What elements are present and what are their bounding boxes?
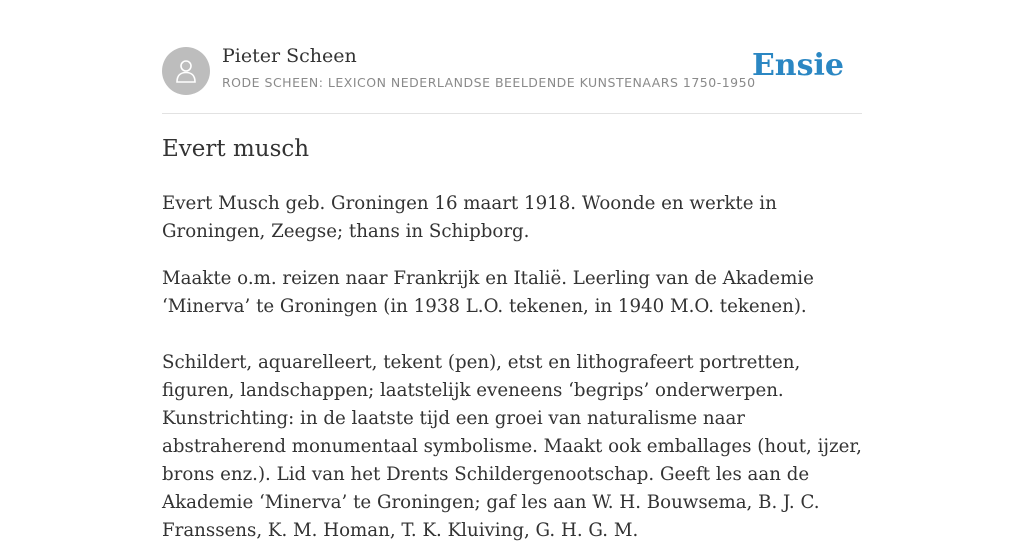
- article-paragraph: Maakte o.m. reizen naar Frankrijk en Italië. Leerling van de Akademie ‘Minerva’ te Groningen (in 1938 L.O. tekenen, in 1940 M.O. tekenen).: [162, 268, 814, 317]
- article-paragraph: Schildert, aquarelleert, tekent (pen), etst en lithografeert portretten, figuren, landschappen; laatstelijk eveneens ‘begrips’ onderwerpen. Kunstrichting: in de laatste tijd een groei van naturalisme naar abstraherend monumentaal symbolisme. Maakt ook emballages (hout, ijzer, brons enz.). Lid van het Drents Schildergenootschap. Geeft les aan de Akademie ‘Minerva’ te Groningen; gaf les aan W. H. Bouwsema, B. J. C. Franssens, K. M. Homan, T. K. Kluiving, G. H. G. M.: [162, 352, 862, 541]
- author-name[interactable]: Pieter Scheen: [222, 45, 357, 67]
- article-paragraph: Evert Musch geb. Groningen 16 maart 1918. Woonde en werkte in Groningen, Zeegse; thans in Schipborg.: [162, 193, 777, 242]
- article-title: Evert musch: [162, 136, 310, 162]
- article-header: [162, 0, 862, 114]
- author-avatar[interactable]: [162, 47, 210, 95]
- brand-logo[interactable]: Ensie: [751, 48, 844, 83]
- user-avatar-icon: [172, 57, 200, 85]
- content-container: [162, 0, 862, 541]
- source-title[interactable]: RODE SCHEEN: LEXICON NEDERLANDSE BEELDENDE KUNSTENAARS 1750-1950: [222, 75, 756, 90]
